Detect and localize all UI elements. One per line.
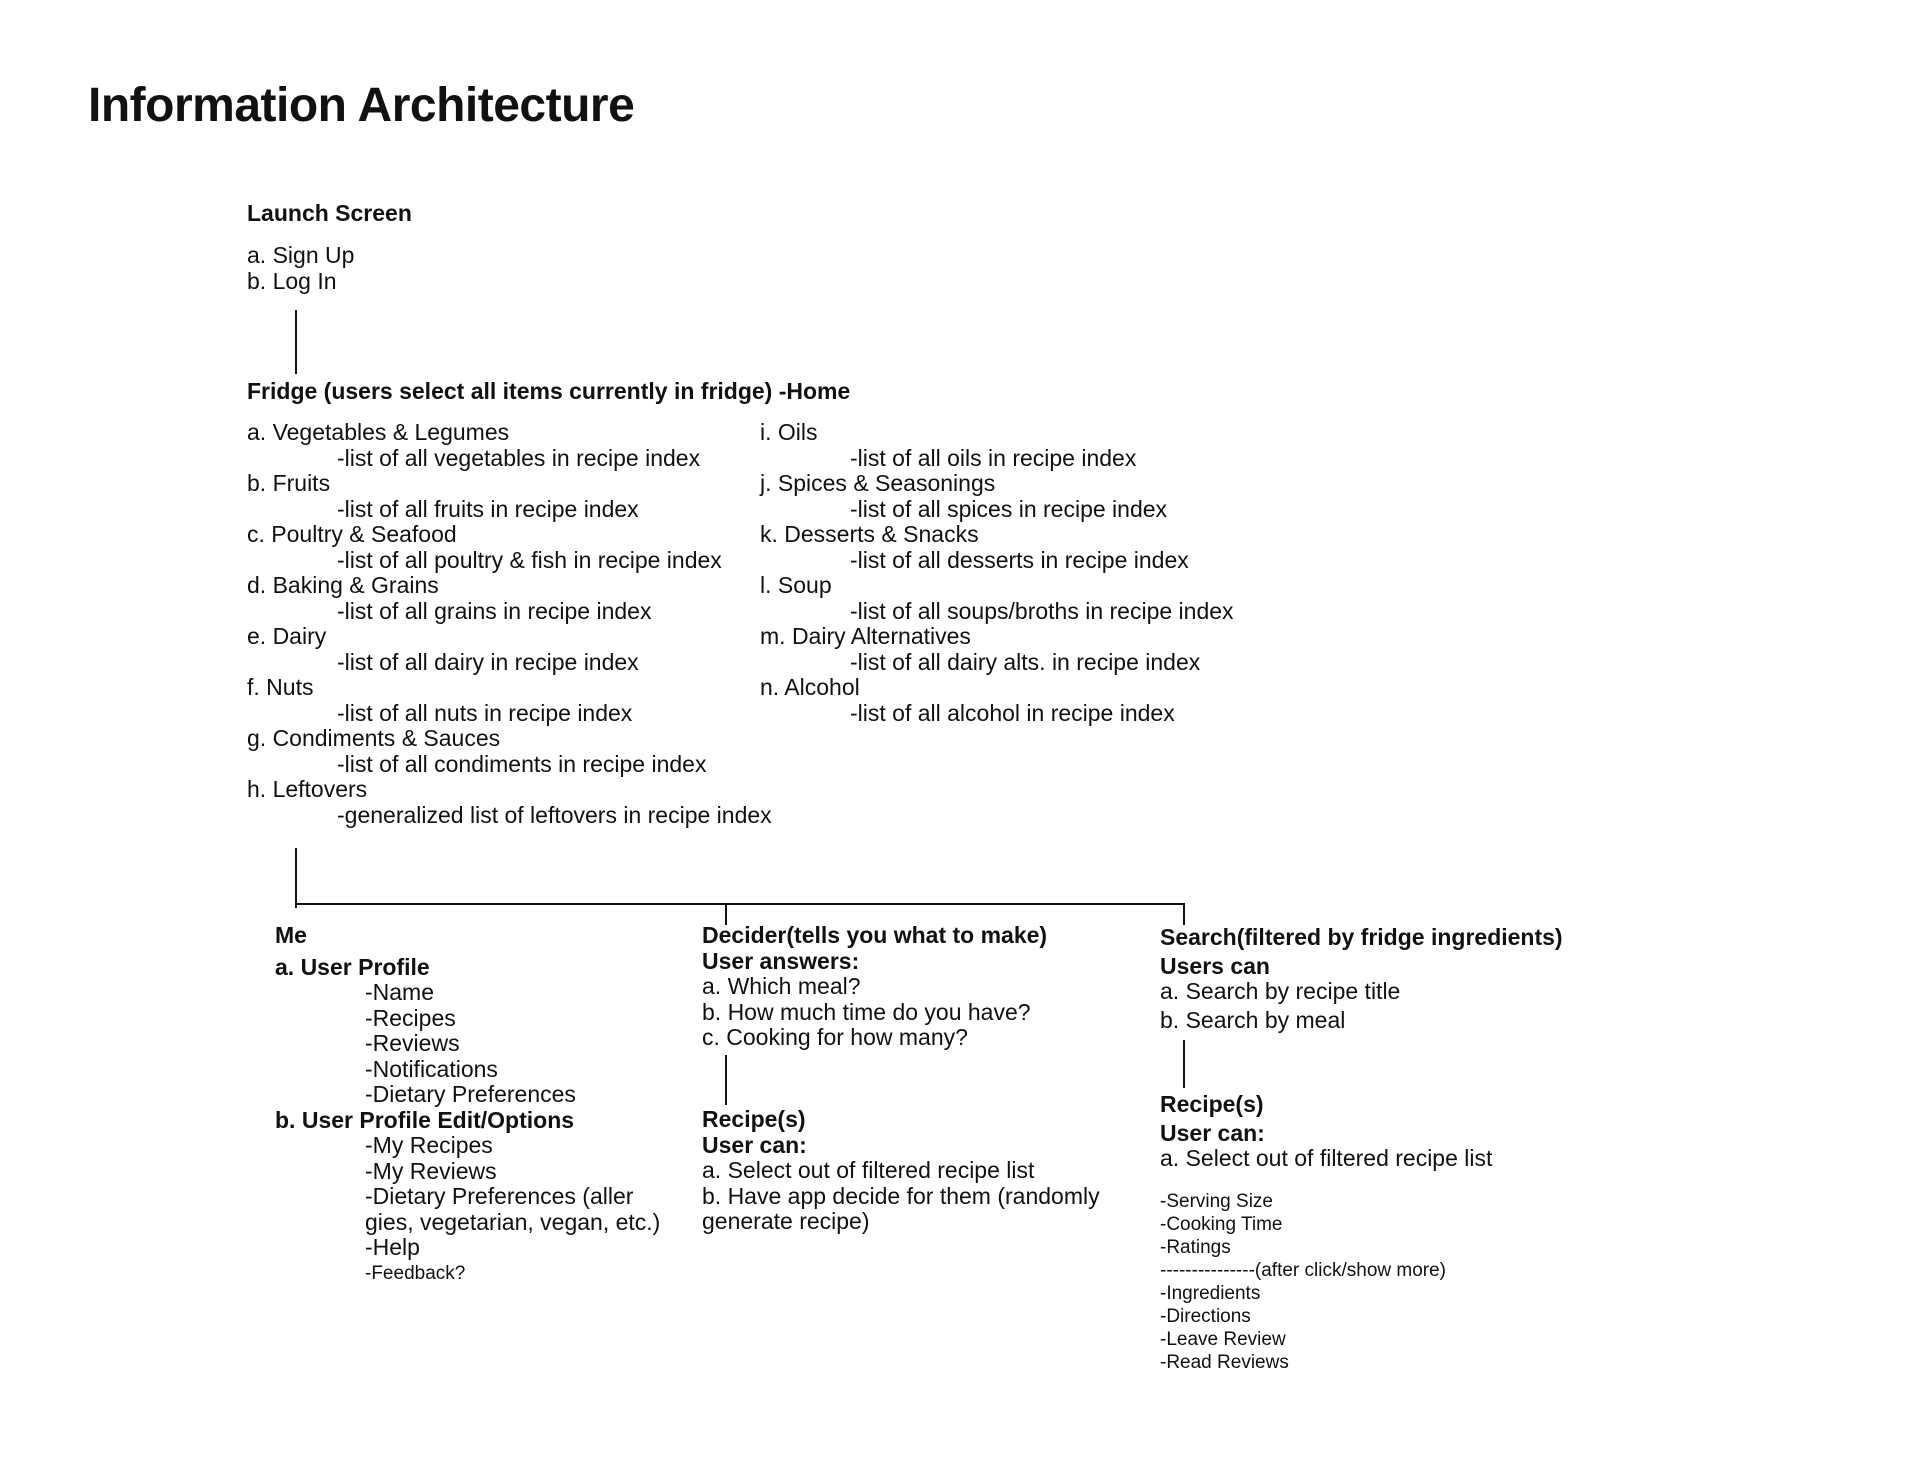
- fridge-category: l. Soup: [760, 572, 832, 598]
- fridge-category: a. Vegetables & Legumes: [247, 419, 510, 445]
- profile-item: -Reviews: [365, 1030, 460, 1056]
- search-column: [1160, 925, 1563, 1033]
- edit-item: gies, vegetarian, vegan, etc.): [365, 1208, 661, 1235]
- launch-screen-list: [247, 243, 354, 294]
- fridge-category-sub: -list of all dairy in recipe index: [337, 648, 639, 675]
- decider-heading: Decider(tells you what to make): [702, 922, 1048, 948]
- decider-recipe-option: a. Select out of filtered recipe list: [702, 1157, 1035, 1183]
- search-recipes-heading: Recipe(s): [1160, 1091, 1264, 1117]
- decider-recipes: [702, 1107, 1100, 1235]
- profile-item: -Name: [365, 979, 435, 1005]
- edit-item: -My Reviews: [365, 1157, 497, 1184]
- decider-question: b. How much time do you have?: [702, 998, 1031, 1025]
- fridge-list-left: [247, 420, 772, 828]
- search-recipes-subheading: User can:: [1160, 1119, 1265, 1146]
- fridge-category: h. Leftovers: [247, 776, 368, 802]
- fridge-category: g. Condiments & Sauces: [247, 725, 501, 751]
- search-subheading: Users can: [1160, 952, 1270, 979]
- decider-question: c. Cooking for how many?: [702, 1024, 968, 1050]
- decider-column: [702, 923, 1047, 1051]
- fridge-category-sub: -list of all poultry & fish in recipe index: [337, 546, 722, 573]
- search-recipes: [1160, 1092, 1492, 1172]
- fridge-category: c. Poultry & Seafood: [247, 521, 457, 547]
- fridge-category: n. Alcohol: [760, 674, 860, 700]
- connector-launch-fridge: [295, 310, 297, 374]
- recipe-detail-divider: ---------------(after click/show more): [1160, 1260, 1447, 1281]
- fridge-category: k. Desserts & Snacks: [760, 521, 979, 547]
- decider-recipes-heading: Recipe(s): [702, 1106, 806, 1132]
- recipe-details-list: [1160, 1190, 1446, 1374]
- connector-decider-recipes: [725, 1055, 727, 1105]
- edit-item: -Dietary Preferences (aller: [365, 1183, 634, 1209]
- fridge-category-sub: -list of all grains in recipe index: [337, 597, 652, 624]
- fridge-category-sub: -list of all oils in recipe index: [850, 444, 1137, 471]
- fridge-category: e. Dairy: [247, 623, 327, 649]
- fridge-category-sub: -list of all condiments in recipe index: [337, 750, 707, 777]
- edit-item: -Help: [365, 1234, 420, 1260]
- edit-item: -My Recipes: [365, 1132, 493, 1158]
- me-heading: Me: [275, 922, 307, 948]
- search-heading: Search(filtered by fridge ingredients): [1160, 924, 1563, 950]
- launch-item-login: b. Log In: [247, 267, 337, 294]
- recipe-detail: -Directions: [1160, 1306, 1251, 1327]
- recipe-detail: -Ratings: [1160, 1237, 1231, 1258]
- profile-item: -Dietary Preferences: [365, 1081, 576, 1107]
- fridge-category: b. Fruits: [247, 470, 331, 496]
- fridge-heading: Fridge (users select all items currently in fridge) -Home: [247, 378, 851, 404]
- user-profile-edit-label: b. User Profile Edit/Options: [275, 1106, 575, 1133]
- fridge-category-sub: -list of all dairy alts. in recipe index: [850, 648, 1201, 675]
- page-title: Information Architecture: [88, 79, 635, 132]
- fridge-category: d. Baking & Grains: [247, 572, 439, 598]
- fridge-category: f. Nuts: [247, 674, 314, 700]
- decider-recipe-option: generate recipe): [702, 1208, 870, 1234]
- fridge-category-sub: -generalized list of leftovers in recipe index: [337, 801, 772, 828]
- recipe-detail: -Cooking Time: [1160, 1214, 1283, 1235]
- fridge-category-sub: -list of all alcohol in recipe index: [850, 699, 1175, 726]
- edit-item-feedback: -Feedback?: [365, 1262, 466, 1284]
- launch-item-signup: a. Sign Up: [247, 242, 355, 268]
- profile-item: -Notifications: [365, 1055, 498, 1082]
- fridge-category-sub: -list of all vegetables in recipe index: [337, 444, 701, 471]
- fridge-category-sub: -list of all nuts in recipe index: [337, 699, 633, 726]
- fridge-category-sub: -list of all soups/broths in recipe index: [850, 597, 1234, 624]
- search-option: b. Search by meal: [1160, 1006, 1346, 1033]
- fridge-category: m. Dairy Alternatives: [760, 623, 971, 649]
- decider-subheading: User answers:: [702, 947, 860, 974]
- fridge-category: j. Spices & Seasonings: [760, 470, 996, 496]
- recipe-detail: -Leave Review: [1160, 1329, 1286, 1350]
- decider-question: a. Which meal?: [702, 973, 861, 999]
- connector-search-recipes: [1183, 1040, 1185, 1088]
- fridge-category-sub: -list of all fruits in recipe index: [337, 495, 639, 522]
- search-recipe-option: a. Select out of filtered recipe list: [1160, 1145, 1493, 1171]
- recipe-detail: -Read Reviews: [1160, 1352, 1289, 1373]
- connector-fridge-trunk: [295, 848, 297, 908]
- connector-to-search: [1183, 903, 1185, 925]
- recipe-detail: -Ingredients: [1160, 1283, 1261, 1304]
- fridge-category-sub: -list of all desserts in recipe index: [850, 546, 1189, 573]
- profile-item: -Recipes: [365, 1004, 456, 1031]
- fridge-category-sub: -list of all spices in recipe index: [850, 495, 1168, 522]
- me-column: [275, 923, 660, 1286]
- connector-branch-bar: [295, 903, 1185, 905]
- fridge-category: i. Oils: [760, 419, 818, 445]
- fridge-list-right: [760, 420, 1234, 726]
- recipe-detail: -Serving Size: [1160, 1191, 1273, 1212]
- search-option: a. Search by recipe title: [1160, 978, 1401, 1004]
- user-profile-label: a. User Profile: [275, 953, 430, 980]
- decider-recipes-subheading: User can:: [702, 1131, 807, 1158]
- decider-recipe-option: b. Have app decide for them (randomly: [702, 1182, 1100, 1209]
- launch-screen-heading: Launch Screen: [247, 200, 412, 226]
